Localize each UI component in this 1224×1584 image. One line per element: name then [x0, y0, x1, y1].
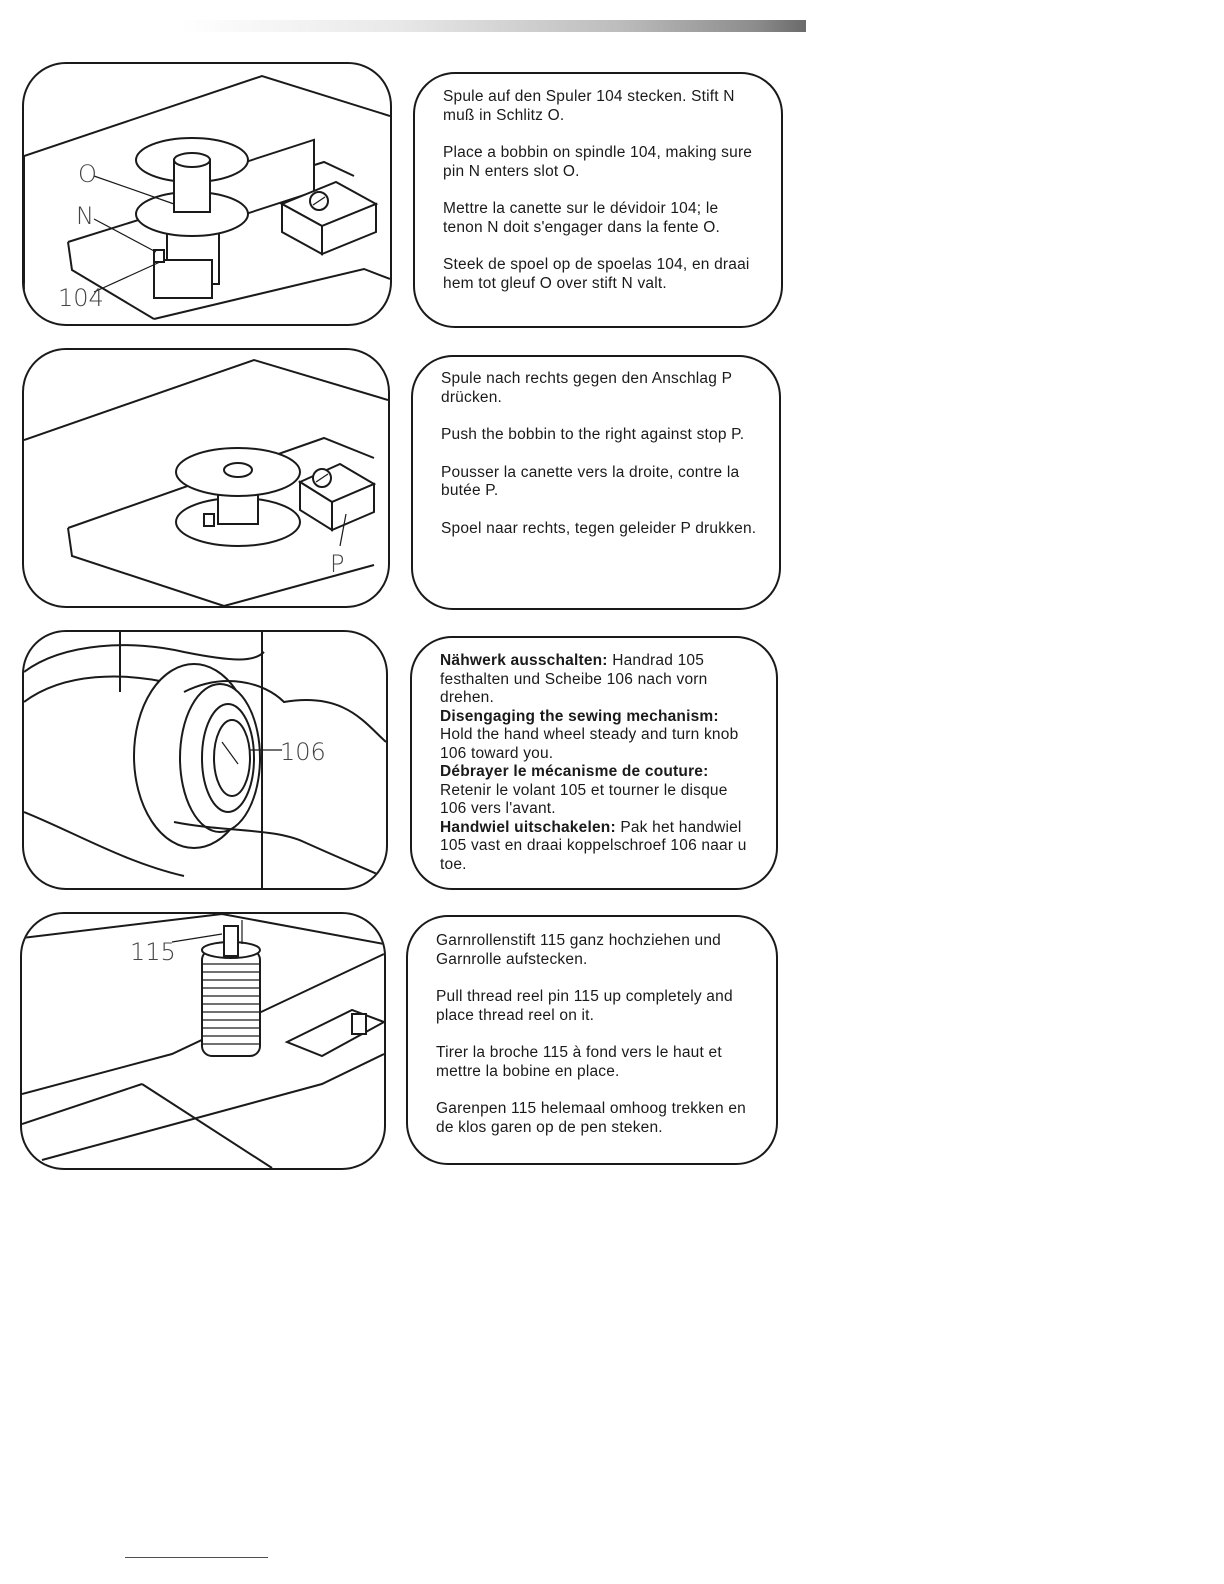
- text-en: Hold the hand wheel steady and turn knob 106 toward you.: [440, 726, 739, 762]
- instruction-de: Spule auf den Spuler 104 stecken. Stift N muß in Schlitz O.: [443, 88, 735, 124]
- instruction-nl: Garenpen 115 helemaal omhoog trekken en de klos garen op de pen steken.: [436, 1100, 746, 1136]
- text-de: Handrad 105 festhalten und Scheibe 106 nach vorn drehen.: [440, 652, 708, 706]
- instruction-de: Spule nach rechts gegen den Anschlag P drücken.: [441, 370, 732, 406]
- illustration-bobbin-against-stop: [22, 348, 390, 608]
- label-106: 106: [280, 738, 326, 766]
- illustration-thread-reel-pin: [20, 912, 386, 1170]
- label-P: P: [330, 550, 345, 578]
- thread-reel-drawing: [22, 914, 384, 1168]
- instruction-nl: Spoel naar rechts, tegen geleider P drukken.: [441, 519, 757, 537]
- instruction-box-step-3: [410, 636, 778, 890]
- instruction-nl: Steek de spoel op de spoelas 104, en draai hem tot gleuf O over stift N valt.: [443, 256, 750, 292]
- label-N: N: [76, 202, 94, 230]
- section-de: [440, 652, 754, 708]
- illustration-bobbin-on-spindle: [22, 62, 392, 326]
- instruction-en: Push the bobbin to the right against stop P.: [441, 426, 745, 443]
- instruction-en: Pull thread reel pin 115 up completely and place thread reel on it.: [436, 988, 733, 1024]
- footer-link-rule: [125, 1557, 268, 1558]
- label-O: O: [78, 160, 97, 188]
- instruction-box-step-2: [411, 355, 781, 610]
- instruction-fr: Tirer la broche 115 à fond vers le haut et mettre la bobine en place.: [436, 1044, 722, 1080]
- illustration-disengage-handwheel: [22, 630, 388, 890]
- instruction-fr: Mettre la canette sur le dévidoir 104; le tenon N doit s'engager dans la fente O.: [443, 200, 721, 236]
- instruction-fr: Pousser la canette vers la droite, contre la butée P.: [441, 463, 740, 499]
- header-rule: [180, 20, 806, 32]
- bobbin-stop-drawing: [24, 350, 388, 606]
- section-fr: [440, 763, 754, 819]
- instruction-en: Place a bobbin on spindle 104, making sure pin N enters slot O.: [443, 144, 753, 180]
- instruction-box-step-4: [406, 915, 778, 1165]
- instruction-de: Garnrollenstift 115 ganz hochziehen und Garnrolle aufstecken.: [436, 932, 721, 968]
- section-en: [440, 708, 754, 764]
- section-nl: [440, 819, 754, 875]
- bobbin-spindle-drawing: [24, 64, 390, 324]
- heading-nl: Handwiel uitschakelen:: [440, 818, 616, 836]
- heading-fr: Débrayer le mécanisme de couture:: [440, 763, 709, 780]
- label-104: 104: [58, 284, 104, 312]
- label-115: 115: [130, 938, 176, 966]
- text-fr: Retenir le volant 105 et tourner le disque 106 vers l'avant.: [440, 781, 728, 817]
- heading-en: Disengaging the sewing mechanism:: [440, 707, 719, 725]
- handwheel-drawing: [24, 632, 386, 888]
- text-nl: Pak het handwiel 105 vast en draai koppelschroef 106 naar u toe.: [440, 818, 747, 873]
- instruction-box-step-1: [413, 72, 783, 328]
- heading-de: Nähwerk ausschalten:: [440, 652, 608, 669]
